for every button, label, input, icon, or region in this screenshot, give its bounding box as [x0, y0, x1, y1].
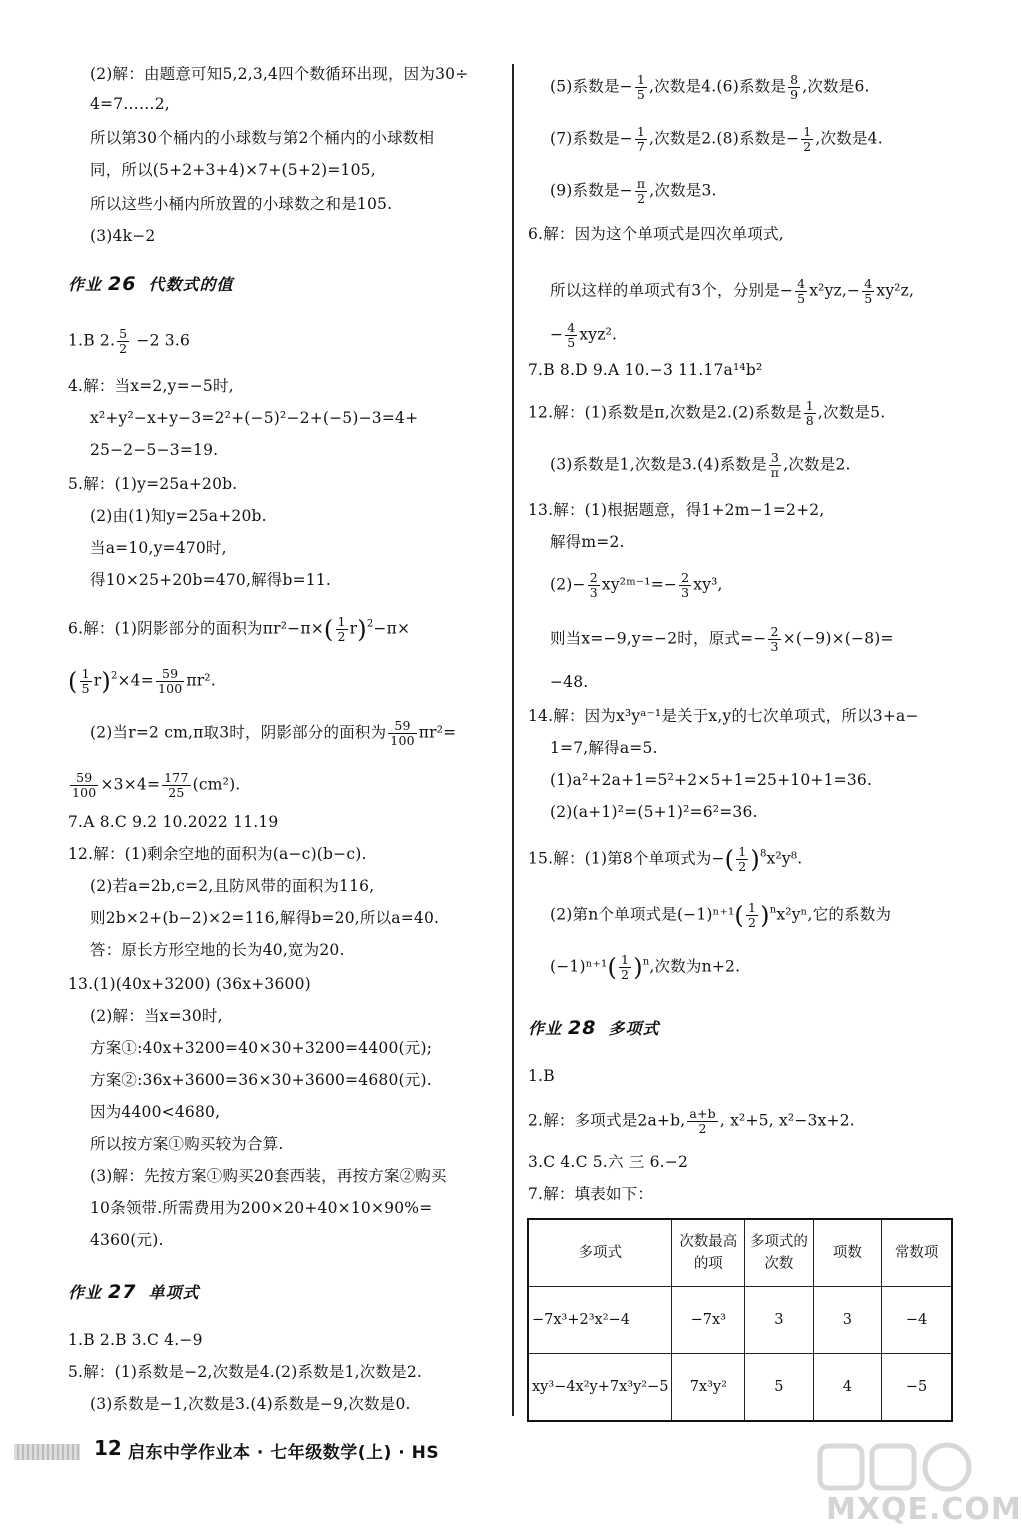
text-line: 4.解：当x=2,y=−5时,: [68, 377, 234, 395]
table-header-row: [528, 1219, 952, 1287]
formula-line: 15.解：(1)第8个单项式为−( $\frac{1}{2}$ )$^8$x²y⁸.: [528, 844, 803, 874]
text-line: 1.B 2.B 3.C 4.−9: [68, 1331, 203, 1349]
formula-line: (9)系数是− $\frac{\pi}{2}$ ,次数是3.: [550, 176, 717, 206]
table-cell: 3: [745, 1287, 814, 1354]
section-heading-28: [528, 1017, 659, 1040]
formula-line: 12.解：(1)系数是π,次数是2.(2)系数是 $\frac{1}{8}$ ,次数是5.: [528, 398, 886, 428]
formula-line: (7)系数是− $\frac{1}{7}$ ,次数是2.(8)系数是− $\frac{1}{2}$ ,次数是4.: [550, 124, 883, 154]
formula-line: 则当x=−9,y=−2时，原式=− $\frac{2}{3}$ ×(−9)×(−8)=: [550, 624, 894, 654]
footer-decoration: [14, 1444, 80, 1460]
text-line: x²+y²−x+y−3=2²+(−5)²−2+(−5)−3=4+: [90, 409, 419, 427]
text-line: 方案②:36x+3600=36×30+3600=4680(元).: [90, 1071, 432, 1089]
table-row: [528, 1354, 952, 1422]
text-line: 4=7……2,: [90, 95, 170, 113]
text-line: 25−2−5−3=19.: [90, 441, 219, 459]
text-line: 所以按方案①购买较为合算.: [90, 1135, 284, 1153]
answer-line: [68, 327, 190, 356]
text-line: 13.(1)(40x+3200) (36x+3600): [68, 975, 311, 993]
polynomial-table: [527, 1218, 953, 1422]
text-line: 因为4400<4680,: [90, 1103, 221, 1121]
section-heading-27: [68, 1281, 199, 1304]
formula-line: (3)系数是1,次数是3.(4)系数是 $\frac{3}{\pi}$ ,次数是2.: [550, 450, 851, 480]
text-line: 答：原长方形空地的长为40,宽为20.: [90, 941, 345, 959]
text-line: 所以这些小桶内所放置的小球数之和是105.: [90, 195, 393, 213]
formula-line: (−1)ⁿ⁺¹( $\frac{1}{2}$ )$^n$,次数为n+2.: [550, 952, 741, 982]
formula-line: 2.解：多项式是2a+b, $\frac{a+b}{2}$ , x²+5, x²−3x+2.: [528, 1106, 855, 1136]
text-line: 13.解：(1)根据题意，得1+2m−1=2+2,: [528, 501, 825, 519]
text-line: 10条领带.所需费用为200×20+40×10×90%=: [90, 1199, 433, 1217]
text-line: 1.B: [528, 1067, 555, 1085]
section-heading-26: [68, 273, 233, 296]
page-footer: [14, 1436, 614, 1466]
section-label: 作业: [68, 275, 103, 294]
text-line: 7.A 8.C 9.2 10.2022 11.19: [68, 813, 279, 831]
text-line: (3)系数是−1,次数是3.(4)系数是−9,次数是0.: [90, 1395, 411, 1413]
formula-line: 6.解：(1)阴影部分的面积为πr²−π×( $\frac{1}{2}$ r)$^2$−π×: [68, 614, 411, 644]
table-cell: −4: [882, 1287, 952, 1354]
text-line: (2)解：由题意可知5,2,3,4四个数循环出现，因为30÷: [90, 65, 469, 83]
table-cell: −5: [882, 1354, 952, 1422]
formula-line: ( $\frac{1}{5}$ r)$^2$×4= $\frac{59}{100}$ πr².: [68, 666, 216, 696]
text-line: (1)a²+2a+1=5²+2×5+1=25+10+1=36.: [550, 771, 873, 789]
text-line: 5.解：(1)y=25a+20b.: [68, 475, 238, 493]
table-cell: 3: [813, 1287, 882, 1354]
section-label: 作业: [68, 1283, 103, 1302]
watermark-text: MXQE.COM: [826, 1492, 1022, 1527]
table-cell: xy³−4x²y+7x³y²−5: [528, 1354, 672, 1422]
text-line: −48.: [550, 673, 589, 691]
text-line: (2)解：当x=30时,: [90, 1007, 223, 1025]
table-cell: 5: [745, 1354, 814, 1422]
text-line: 1=7,解得a=5.: [550, 739, 658, 757]
text-line: 3.C 4.C 5.六 三 6.−2: [528, 1153, 689, 1171]
table-header: 项数: [813, 1219, 882, 1287]
table-header: 多项式的次数: [745, 1219, 814, 1287]
text-line: 14.解：因为x³yᵃ⁻¹是关于x,y的七次单项式，所以3+a−: [528, 707, 919, 725]
table-header: 次数最高的项: [672, 1219, 745, 1287]
text-line: 所以第30个桶内的小球数与第2个桶内的小球数相: [90, 129, 435, 147]
formula-line: $\frac{59}{100}$ ×3×4= $\frac{177}{25}$ (cm²).: [72, 770, 241, 800]
fraction: $\frac{5}{2}$: [119, 326, 128, 356]
text: 1.B 2.: [68, 331, 116, 350]
text-line: 得10×25+20b=470,解得b=11.: [90, 571, 332, 589]
formula-line: − $\frac{4}{5}$ xyz².: [550, 320, 618, 350]
table-row: [528, 1287, 952, 1354]
section-title: 单项式: [148, 1283, 200, 1302]
table-cell: −7x³+2³x²−4: [528, 1287, 672, 1354]
text-line: 5.解：(1)系数是−2,次数是4.(2)系数是1,次数是2.: [68, 1363, 423, 1381]
formula-line: (2)− $\frac{2}{3}$ xy²ᵐ⁻¹=− $\frac{2}{3}$ xy³,: [550, 570, 723, 600]
text-line: 4360(元).: [90, 1231, 164, 1249]
section-label: 作业: [528, 1019, 563, 1038]
text-line: 7.解：填表如下：: [528, 1185, 654, 1203]
section-number: 28: [568, 1017, 597, 1039]
text: −2 3.6: [131, 331, 191, 350]
table-cell: −7x³: [672, 1287, 745, 1354]
text-line: 解得m=2.: [550, 533, 625, 551]
text-line: 则2b×2+(b−2)×2=116,解得b=20,所以a=40.: [90, 909, 440, 927]
text-line: 7.B 8.D 9.A 10.−3 11.17a¹⁴b²: [528, 361, 763, 379]
formula-line: (2)第n个单项式是(−1)ⁿ⁺¹( $\frac{1}{2}$ )$^n$x²yⁿ,它的系数为: [550, 900, 892, 930]
book-title: 启东中学作业本 · 七年级数学(上) · HS: [128, 1443, 440, 1463]
table-header: 多项式: [528, 1219, 672, 1287]
formula-line: (5)系数是− $\frac{1}{5}$ ,次数是4.(6)系数是 $\frac{8}{9}$ ,次数是6.: [550, 72, 870, 102]
text-line: 当a=10,y=470时,: [90, 539, 227, 557]
section-title: 代数式的值: [148, 275, 234, 294]
formula-line: (2)当r=2 cm,π取3时，阴影部分的面积为 $\frac{59}{100}$ πr²=: [90, 718, 457, 748]
section-title: 多项式: [608, 1019, 660, 1038]
text-line: (2)若a=2b,c=2,且防风带的面积为116,: [90, 877, 375, 895]
page-number: 12: [94, 1436, 122, 1460]
column-divider: [512, 64, 514, 1416]
text-line: 6.解：因为这个单项式是四次单项式,: [528, 225, 784, 243]
text-line: (3)解：先按方案①购买20套西装，再按方案②购买: [90, 1167, 447, 1185]
section-number: 26: [108, 273, 137, 295]
text-line: 同，所以(5+2+3+4)×7+(5+2)=105,: [90, 161, 376, 179]
text-line: (2)由(1)知y=25a+20b.: [90, 507, 267, 525]
text-line: 方案①:40x+3200=40×30+3200=4400(元);: [90, 1039, 433, 1057]
text-line: (3)4k−2: [90, 227, 156, 245]
section-number: 27: [108, 1281, 137, 1303]
table-cell: 4: [813, 1354, 882, 1422]
formula-line: 所以这样的单项式有3个，分别是− $\frac{4}{5}$ x²yz,− $\frac{4}{5}$ xy²z,: [550, 276, 915, 306]
text-line: 12.解：(1)剩余空地的面积为(a−c)(b−c).: [68, 845, 367, 863]
text-line: (2)(a+1)²=(5+1)²=6²=36.: [550, 803, 758, 821]
table-header: 常数项: [882, 1219, 952, 1287]
table-cell: 7x³y²: [672, 1354, 745, 1422]
